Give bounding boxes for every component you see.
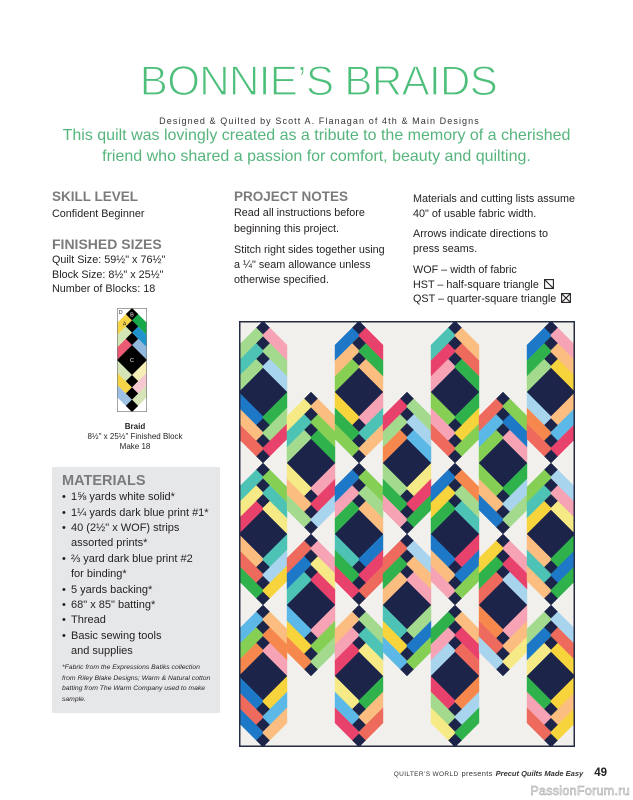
abbreviation-hst: [413, 278, 571, 293]
diagram-caption-size: 8½" x 25½" Finished Block: [87, 432, 183, 442]
materials-item: [62, 613, 209, 628]
quilt-block: [431, 463, 479, 605]
diagram-label-d: D: [118, 310, 123, 317]
watermark: PassionForum.ru: [530, 783, 630, 798]
finished-sizes-list: [52, 253, 165, 297]
bullet-icon: •: [62, 614, 66, 627]
quilt-block: [479, 392, 527, 534]
page-footer: [394, 766, 607, 782]
quilt-block: [287, 392, 335, 534]
text-line: Arrows indicate directions to: [413, 227, 549, 240]
materials-item-text: Basic sewing tools: [71, 629, 162, 642]
materials-item-text: 68" x 85" batting*: [71, 599, 156, 612]
quilt-size: Quilt Size: 59½" x 76½": [52, 254, 166, 266]
footnote-line: *Fabric from the Expressions Batiks collection: [62, 664, 200, 672]
diagram-caption-make: Make 18: [119, 442, 151, 452]
project-notes-heading: PROJECT NOTES: [234, 189, 349, 205]
abbreviation-text: HST – half-square triangle: [413, 278, 539, 291]
materials-item: [62, 629, 209, 660]
project-notes-paragraph: [234, 243, 385, 289]
materials-item: [62, 490, 209, 505]
text-line: Stitch right sides together using: [234, 243, 385, 256]
materials-item-text: 1¼ yards dark blue print #1*: [71, 506, 209, 519]
quilt-block: [479, 534, 527, 676]
skill-level-heading: SKILL LEVEL: [52, 189, 139, 205]
diagram-label-c: C: [130, 358, 134, 364]
materials-item: [62, 583, 209, 598]
text-line: otherwise specified.: [234, 274, 329, 287]
notes-paragraph: [413, 192, 575, 223]
quilt-block: [239, 605, 287, 747]
materials-heading: MATERIALS: [62, 473, 146, 490]
finished-sizes-heading: FINISHED SIZES: [52, 235, 162, 252]
quilt-block: [431, 321, 479, 463]
abbreviations-list: [413, 263, 571, 307]
project-notes-paragraph: [234, 206, 365, 237]
quilt-block: [527, 463, 575, 605]
diagram-caption-title: Braid: [124, 422, 146, 432]
quilt-block: [239, 321, 287, 463]
notes-paragraph: [413, 227, 548, 258]
abbreviation-text: QST – quarter-square triangle: [413, 293, 557, 306]
skill-level-value: Confident Beginner: [52, 207, 145, 220]
bullet-icon: •: [62, 599, 66, 612]
designer-byline: Designed & Quilted by Scott A. Flanagan of 4th & Main Designs: [159, 115, 480, 126]
quilt-block: [335, 321, 383, 463]
materials-item-text: 1⅝ yards white solid*: [71, 491, 175, 504]
bullet-icon: •: [62, 629, 66, 642]
quilt-block: [335, 463, 383, 605]
text-line: a ¼" seam allowance unless: [234, 258, 371, 271]
materials-item-text: and supplies: [71, 645, 133, 658]
hst-icon: [544, 279, 554, 289]
materials-item-text: 5 yards backing*: [71, 583, 153, 596]
intro-line: This quilt was lovingly created as a tribute to the memory of a cherished: [62, 127, 571, 144]
materials-item-text: ⅔ yard dark blue print #2: [71, 552, 193, 565]
block-size: Block Size: 8½" x 25½": [52, 268, 164, 281]
materials-item: [62, 598, 209, 613]
number-of-blocks: Number of Blocks: 18: [52, 283, 156, 296]
abbreviation-wof: [413, 263, 571, 278]
page-title: BONNIE’S BRAIDS: [139, 56, 498, 104]
quilt-block: [383, 534, 431, 676]
materials-item: [62, 521, 209, 552]
footnote-line: from Riley Blake Designs; Warm & Natural cotton: [62, 674, 211, 682]
diagram-caption: [85, 422, 185, 452]
quilt-block: [383, 392, 431, 534]
quilt-block: [431, 605, 479, 747]
materials-item-text: 40 (2½" x WOF) strips: [71, 522, 180, 534]
materials-item: [62, 506, 209, 521]
abbreviation-text: WOF – width of fabric: [413, 264, 517, 276]
quilt-block: [527, 605, 575, 747]
bullet-icon: •: [62, 583, 66, 596]
footnote-line: sample.: [62, 695, 86, 703]
materials-item: [62, 552, 209, 583]
materials-item-text: for binding*: [71, 568, 127, 581]
bullet-icon: •: [62, 522, 66, 534]
text-line: Materials and cutting lists assume: [413, 192, 576, 205]
page-number: 49: [594, 767, 607, 780]
quilt-photo: [239, 321, 575, 747]
text-line: press seams.: [413, 242, 478, 255]
bullet-icon: •: [62, 552, 66, 565]
abbreviation-qst: [413, 292, 571, 307]
intro-text: [0, 125, 633, 167]
footer-presents: presents: [461, 769, 493, 779]
intro-line: friend who shared a passion for comfort, beauty and quilting.: [102, 148, 531, 165]
footnote-line: batting from The Warm Company used to make: [62, 685, 206, 693]
qst-icon: [561, 293, 571, 303]
footer-book-title: Precut Quilts Made Easy: [495, 769, 584, 779]
text-line: beginning this project.: [234, 222, 340, 235]
materials-item-text: assorted prints*: [71, 537, 148, 550]
materials-item-text: Thread: [71, 614, 106, 627]
quilt-block: [527, 321, 575, 463]
materials-footnote: [62, 663, 210, 705]
bullet-icon: •: [62, 506, 66, 519]
text-line: 40" of usable fabric width.: [413, 207, 537, 220]
materials-list: [62, 490, 209, 659]
quilt-block: [335, 605, 383, 747]
footer-magazine: QUILTER’S WORLD: [393, 771, 459, 779]
bullet-icon: •: [62, 491, 66, 504]
text-line: Read all instructions before: [234, 207, 365, 220]
quilt-block: [287, 534, 335, 676]
quilt-block: [239, 463, 287, 605]
diagram-label-a: A: [122, 321, 127, 328]
braid-block-diagram: [117, 308, 147, 412]
diagram-label-b: B: [130, 312, 134, 319]
